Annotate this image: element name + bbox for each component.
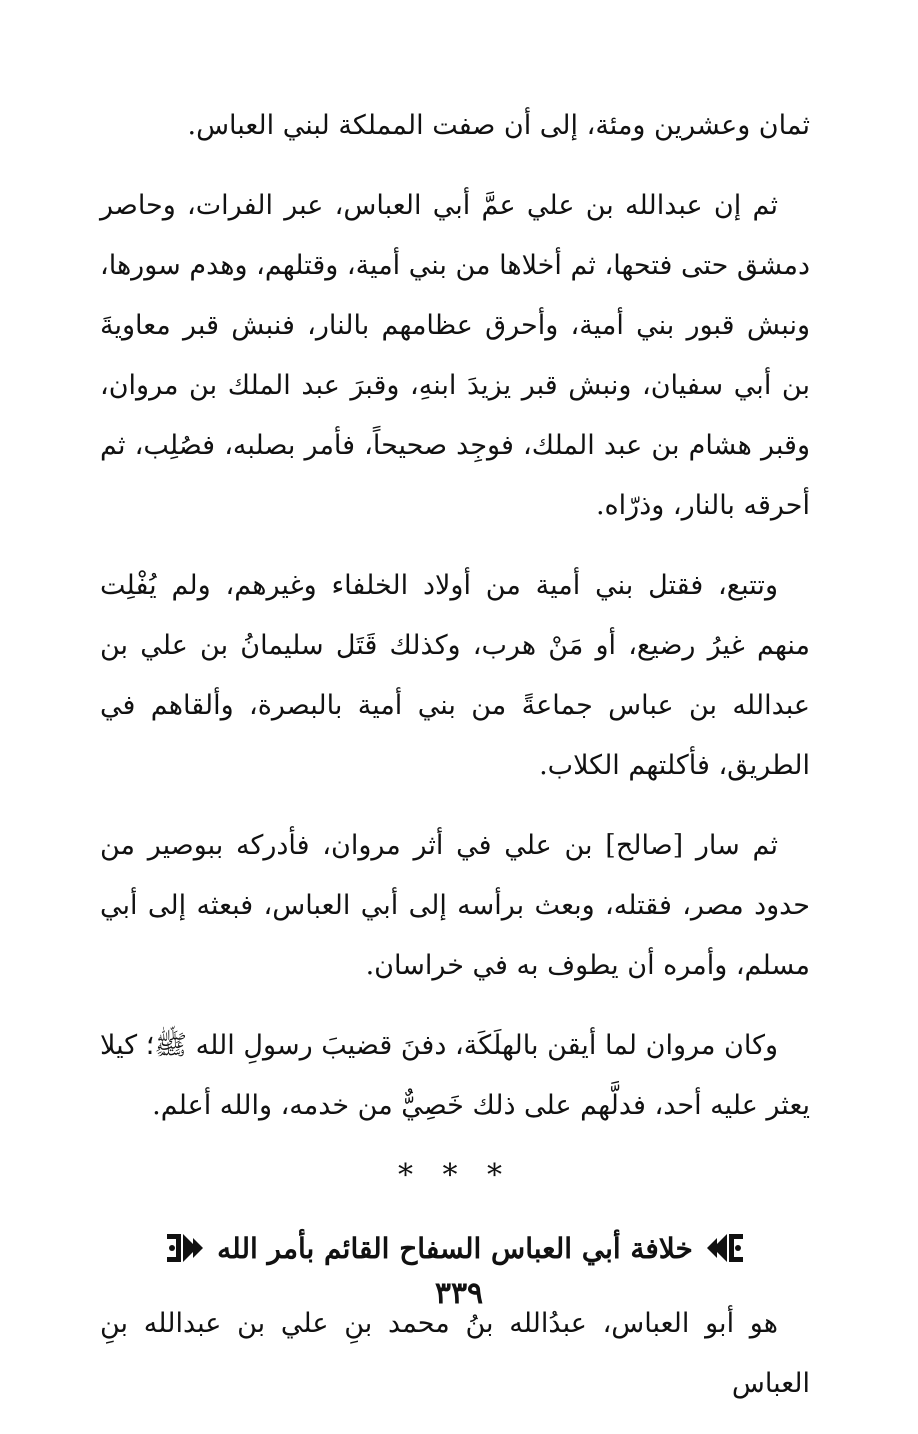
paragraph-continuation: ثمان وعشرين ومئة، إلى أن صفت المملكة لبني العباس. [187, 110, 810, 141]
ornament-bracket-icon [163, 1229, 207, 1267]
page-body [100, 96, 810, 1434]
page-number: ٣٣٩ [434, 1276, 484, 1311]
ornament-bracket-icon [703, 1229, 747, 1267]
section-heading [100, 1220, 810, 1276]
section-title: خلافة أبي العباس السفاح القائم بأمر الله [217, 1231, 693, 1265]
section-separator: * * * [397, 1158, 513, 1193]
paragraph-pursuit: وتتبع، فقتل بني أمية من أولاد الخلفاء وغيرهم، ولم يُفْلِت منهم غيرُ رضيع، أو مَنْ هرب، وكذلك قَتَل سليمانُ بن علي بن عبدالله بن عباس جماعةً من بني أمية بالبصرة، وألقاهم في الطريق، فأكلتهم الكلاب. [100, 570, 810, 781]
paragraph-marwan-killed: ثم سار [صالح] بن علي في أثر مروان، فأدركه ببوصير من حدود مصر، فقتله، وبعث برأسه إلى أبي العباس، فبعثه إلى أبي مسلم، وأمره أن يطوف به في خراسان. [100, 830, 810, 981]
paragraph-staff: وكان مروان لما أيقن بالهلَكَة، دفنَ قضيبَ رسولِ الله ﷺ؛ كيلا يعثر عليه أحد، فدلَّهم على ذلك خَصِيٌّ من خدمه، والله أعلم. [100, 1030, 810, 1121]
paragraph-section-first-line: هو أبو العباس، عبدُالله بنُ محمد بنِ علي بن عبدالله بنِ العباس [100, 1308, 810, 1399]
paragraph-damascus: ثم إن عبدالله بن علي عمَّ أبي العباس، عبر الفرات، وحاصر دمشق حتى فتحها، ثم أخلاها من بني أمية، وقتلهم، وهدم سورها، ونبش قبور بني أمية، وأحرق عظامهم بالنار، فنبش قبر معاويةَ بن أبي سفيان، ونبش قبر يزيدَ ابنهِ، وقبرَ عبد الملك بن مروان، وقبر هشام بن عبد الملك، فوجِد صحيحاً، فأمر بصلبه، فصُلِب، ثم أحرقه بالنار، وذرّاه. [100, 190, 810, 521]
